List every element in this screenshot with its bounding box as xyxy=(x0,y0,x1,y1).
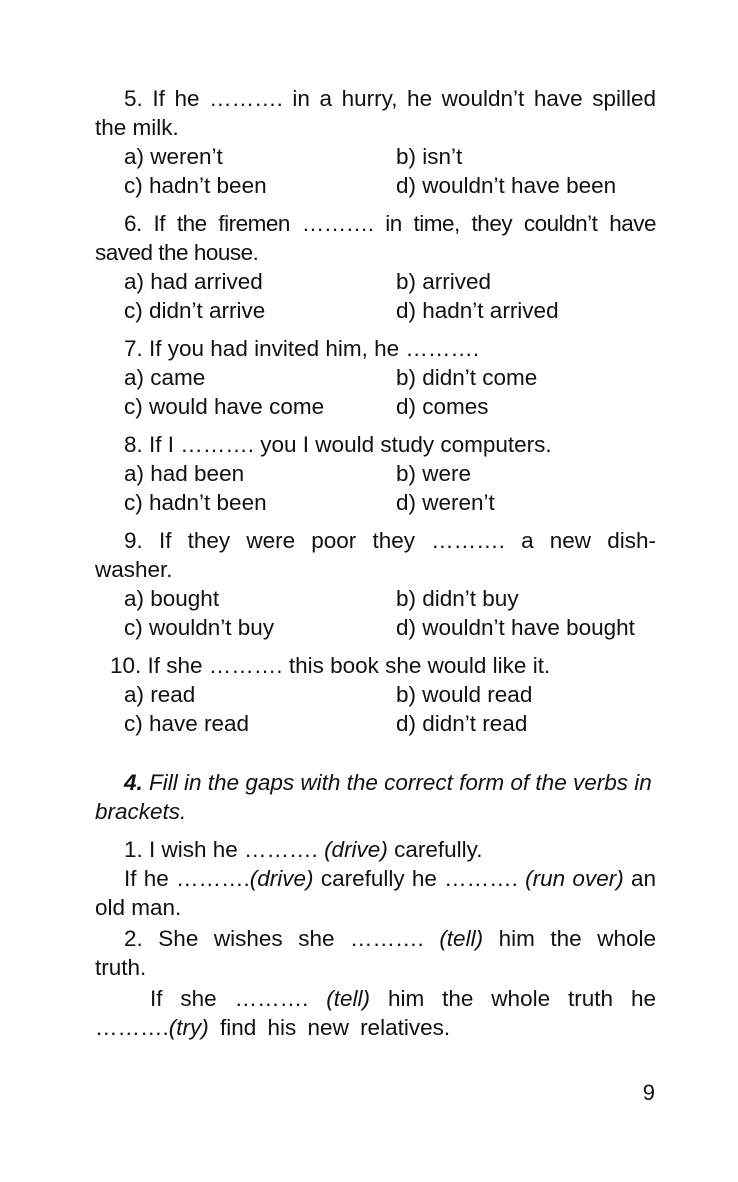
question-9 xyxy=(95,526,656,642)
text: 1. I wish he ………. xyxy=(124,837,325,862)
options-grid xyxy=(95,142,656,200)
question-stem: 5. If he ………. in a hurry, he wouldn’t have spilled the milk. xyxy=(95,86,656,140)
option-c: c) hadn’t been xyxy=(124,173,267,198)
page-number: 9 xyxy=(642,1080,655,1105)
option-c: c) would have come xyxy=(124,394,325,419)
exercise-2-wish xyxy=(95,924,656,982)
option-c: c) didn’t arrive xyxy=(124,298,266,323)
text: If he ………. xyxy=(124,866,250,891)
exercise-1-wish xyxy=(95,835,656,864)
verb-hint: (try) xyxy=(168,1015,209,1040)
question-10 xyxy=(95,651,656,738)
option-b: b) would read xyxy=(396,682,533,707)
text: carefully. xyxy=(387,837,483,862)
option-a: a) had arrived xyxy=(124,269,263,294)
page-content xyxy=(95,84,656,1042)
question-5 xyxy=(95,84,656,200)
question-7 xyxy=(95,334,656,421)
question-stem: 7. If you had invited him, he ………. xyxy=(124,336,480,361)
verb-hint: (tell) xyxy=(439,926,484,951)
text: an old man. xyxy=(95,866,656,920)
option-a: a) weren’t xyxy=(124,144,223,169)
text: find his new relatives. xyxy=(208,1015,451,1040)
options-grid xyxy=(95,584,656,642)
option-c: c) have read xyxy=(124,711,250,736)
option-d: d) wouldn’t have been xyxy=(396,173,617,198)
exercise-1-condition xyxy=(95,864,656,922)
option-b: b) were xyxy=(396,461,472,486)
text: 2. She wishes she ………. xyxy=(124,926,440,951)
exercise-2-condition xyxy=(95,984,656,1042)
option-b: b) isn’t xyxy=(396,144,463,169)
option-a: a) had been xyxy=(124,461,245,486)
task-instruction: Fill in the gaps with the correct form of the verbs in brackets. xyxy=(95,770,652,824)
option-d: d) comes xyxy=(396,394,489,419)
verb-hint: (tell) xyxy=(326,986,371,1011)
options-grid xyxy=(95,680,656,738)
options-grid xyxy=(95,363,656,421)
options-grid xyxy=(95,459,656,517)
question-stem: 8. If I ………. you I would study computers. xyxy=(124,432,552,457)
verb-hint: (drive) xyxy=(324,837,388,862)
task-number: 4. xyxy=(124,770,143,795)
option-d: d) weren’t xyxy=(396,490,495,515)
option-d: d) wouldn’t have bought xyxy=(396,615,635,640)
option-d: d) hadn’t arrived xyxy=(396,298,559,323)
text: If she ………. xyxy=(150,986,327,1011)
text: him the whole truth he ………. xyxy=(95,986,656,1040)
verb-hint: (run over) xyxy=(525,866,624,891)
options-grid xyxy=(95,267,656,325)
question-stem: 6. If the firemen ………. in time, they couldn’t have saved the house. xyxy=(95,211,656,265)
question-8 xyxy=(95,430,656,517)
option-b: b) arrived xyxy=(396,269,492,294)
task-heading xyxy=(95,768,656,826)
option-b: b) didn’t buy xyxy=(396,586,519,611)
question-stem: 9. If they were poor they ………. a new dish-washer. xyxy=(95,528,656,582)
text: him the whole truth. xyxy=(95,926,657,980)
verb-hint: (drive) xyxy=(249,866,314,891)
option-d: d) didn’t read xyxy=(396,711,528,736)
option-c: c) wouldn’t buy xyxy=(124,615,275,640)
option-a: a) came xyxy=(124,365,206,390)
option-c: c) hadn’t been xyxy=(124,490,267,515)
option-b: b) didn’t come xyxy=(396,365,538,390)
option-a: a) bought xyxy=(124,586,220,611)
question-stem: 10. If she ………. this book she would like it. xyxy=(110,653,551,678)
option-a: a) read xyxy=(124,682,196,707)
text: carefully he ………. xyxy=(313,866,526,891)
question-6 xyxy=(95,209,656,325)
